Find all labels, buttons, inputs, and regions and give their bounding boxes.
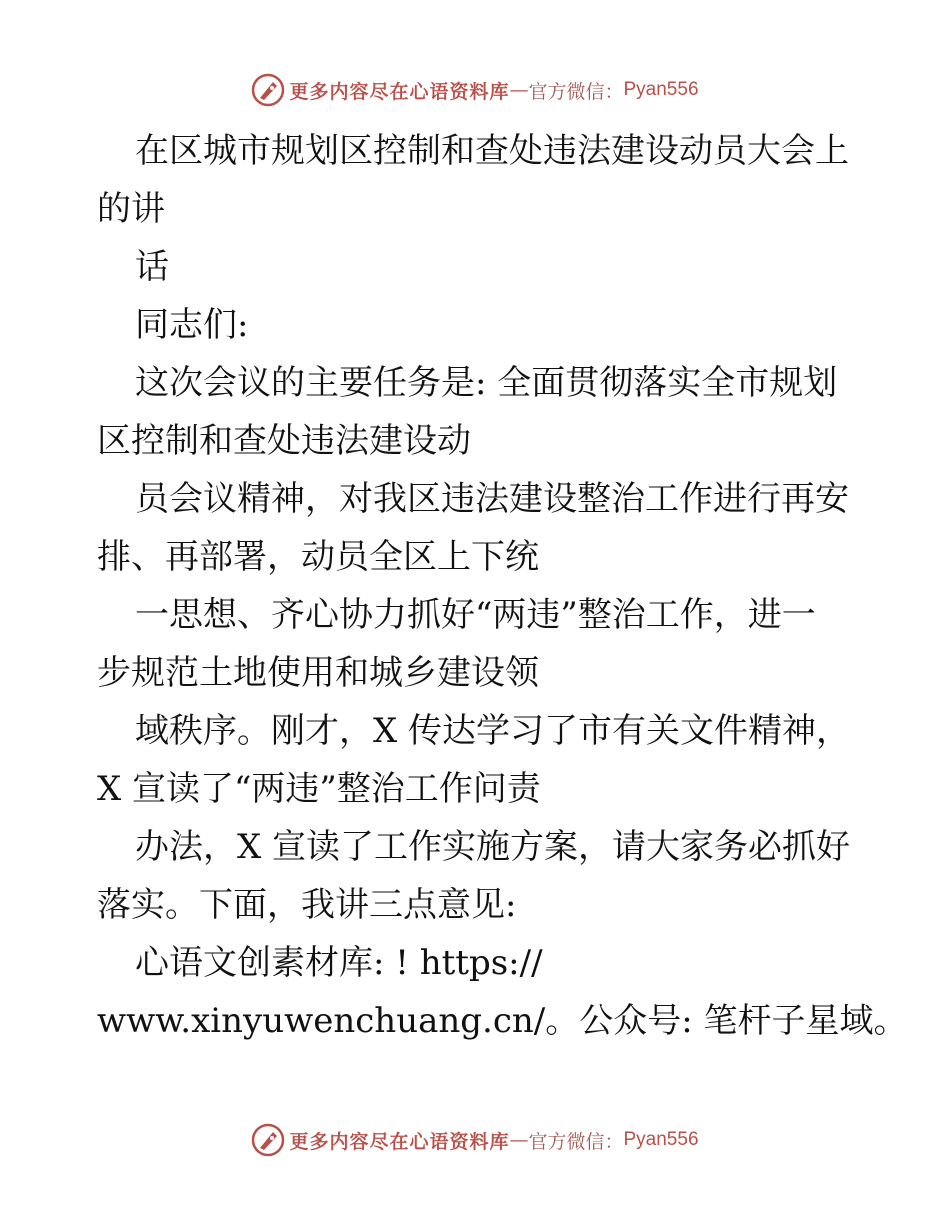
banner-title: 更多内容尽在心语资料库: [289, 80, 510, 103]
header-banner: [0, 70, 950, 110]
doc-line: 排、再部署，动员全区上下统: [97, 537, 539, 577]
doc-line: 心语文创素材库: ! https://: [135, 943, 543, 983]
banner-wechat-id: Pyan556: [623, 79, 699, 100]
banner-wechat-id: Pyan556: [623, 1129, 699, 1150]
doc-line: 域秩序。刚才，X 传达学习了市有关文件精神，: [135, 711, 851, 751]
doc-line: 办法，X 宣读了工作实施方案，请大家务必抓好: [135, 827, 851, 867]
footer-banner: [0, 1120, 950, 1160]
doc-line: 的讲: [97, 189, 165, 229]
banner-separator: —: [509, 79, 529, 101]
banner-title: 更多内容尽在心语资料库: [289, 1130, 510, 1153]
doc-line: 话: [135, 247, 169, 287]
banner-label: 官方微信：: [528, 1130, 624, 1153]
banner-label: 官方微信：: [528, 80, 624, 103]
fountain-pen-logo-icon: [251, 73, 285, 107]
doc-line: 在区城市规划区控制和查处违法建设动员大会上: [135, 131, 849, 171]
banner-separator: —: [509, 1129, 529, 1151]
doc-line: 同志们:: [135, 305, 249, 345]
doc-line: X 宣读了“两违”整治工作问责: [97, 769, 541, 809]
doc-line: 步规范土地使用和城乡建设领: [97, 653, 539, 693]
doc-line: 落实。下面，我讲三点意见:: [97, 885, 517, 925]
doc-line: 一思想、齐心协力抓好“两违”整治工作，进一: [135, 595, 816, 635]
doc-line: www.xinyuwenchuang.cn/。公众号: 笔杆子星域。: [97, 1001, 908, 1041]
fountain-pen-logo-icon: [251, 1123, 285, 1157]
document-body: [97, 122, 908, 1050]
doc-line: 这次会议的主要任务是: 全面贯彻落实全市规划: [135, 363, 838, 403]
doc-line: 员会议精神，对我区违法建设整治工作进行再安: [135, 479, 849, 519]
doc-line: 区控制和查处违法建设动: [97, 421, 471, 461]
